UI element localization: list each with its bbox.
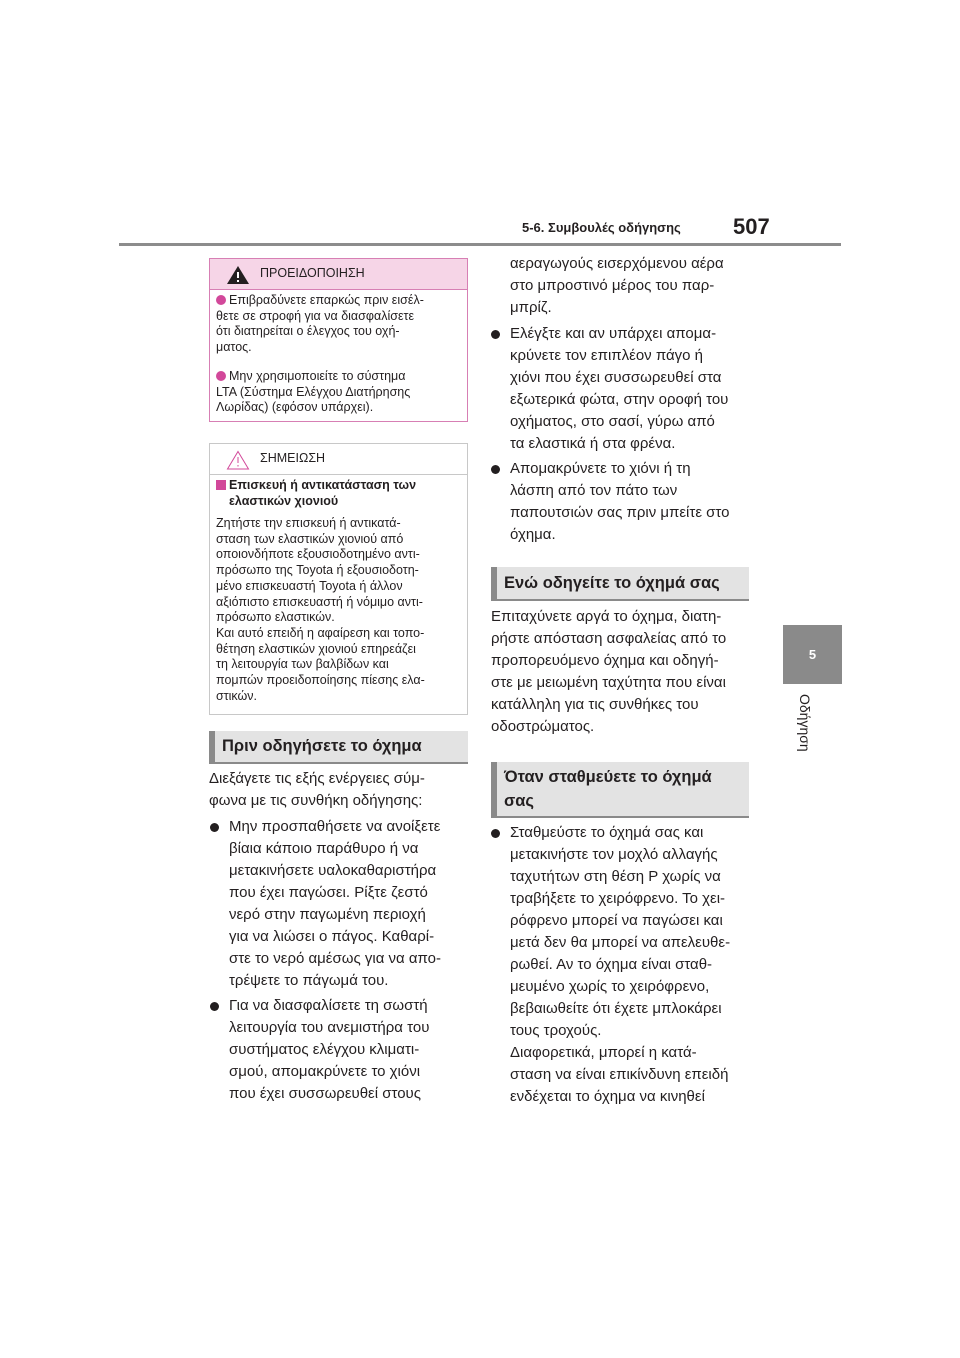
section-title: 5-6. Συμβουλές οδήγησης (522, 220, 681, 235)
before-driving-intro: Διεξάγετε τις εξής ενέργειες σύμ- φωνα με τις συνθήκη οδήγησης: (209, 770, 425, 809)
bullet-dot-icon (210, 1002, 219, 1011)
warning-header (210, 259, 467, 290)
section-heading-parking: Όταν σταθμεύετε το όχημά σας (491, 762, 749, 816)
caution-outline-icon (226, 450, 250, 470)
notice-title: ΣΗΜΕΙΩΣΗ (260, 451, 326, 465)
chapter-label: Οδήγηση (797, 694, 813, 752)
page-number: 507 (733, 214, 770, 239)
header-rule (119, 243, 841, 246)
bullet-dot-icon (491, 465, 500, 474)
warning-box (209, 258, 468, 422)
section-heading-while-driving: Ενώ οδηγείτε το όχημά σας (491, 567, 749, 599)
chapter-tab: 5 (783, 625, 842, 684)
continuation-text: αεραγωγούς εισερχόμενου αέρα στο μπροστινό μέρος του παρ- μπρίζ. (510, 255, 724, 316)
notice-box (209, 443, 468, 715)
section-heading-before-driving: Πριν οδηγήσετε το όχημα (209, 731, 468, 762)
warning-title: ΠΡΟΕΙΔΟΠΟΙΗΣΗ (260, 266, 365, 280)
warning-item: Επιβραδύνετε επαρκώς πριν εισέλ- θετε σε στροφή για να διασφαλίσετε ότι διατηρείται ο έλεγχος του οχή- ματος. (216, 293, 424, 354)
bullet-dot-icon (491, 330, 500, 339)
bullet-dot-icon (216, 371, 226, 381)
warning-icon (226, 265, 250, 285)
bullet-dot-icon (216, 295, 226, 305)
warning-item: Μην χρησιμοποιείτε το σύστημα LTA (Σύστημα Ελέγχου Διατήρησης Λωρίδας) (εφόσον υπάρχει). (216, 369, 411, 414)
bullet-dot-icon (491, 829, 500, 838)
bullet-square-icon (216, 480, 226, 490)
notice-header (210, 444, 467, 475)
while-driving-text: Επιταχύνετε αργά το όχημα, διατη- ρήστε απόσταση ασφαλείας από το προπορευόμενο όχημα και οδηγή- στε με μειωμένη ταχύτητα που είναι κατάλληλη για τις συνθήκες του οδοστρώματος. (491, 608, 727, 735)
bullet-dot-icon (210, 823, 219, 832)
notice-body: Ζητήστε την επισκευή ή αντικατά- σταση των ελαστικών χιονιού από οποιονδήποτε εξουσιοδοτημένο αντι- πρόσωπο της Toyota ή εξουσιοδοτη- μένο επισκευαστή Toyota ή άλλον αξιόπιστο επισκευαστή ή νόμιμο αντι- πρόσωπο ελαστικών. Και αυτό επειδή η αφαίρεση και τοπο- θέτηση ελαστικών χιονιού επηρεάζει τη λειτουργία των βαλβίδων και πομπών προειδοποίησης πίεσης ελα- στικών. (216, 516, 425, 703)
notice-subtitle: Επισκευή ή αντικατάσταση των ελαστικών χιονιού (216, 478, 461, 509)
